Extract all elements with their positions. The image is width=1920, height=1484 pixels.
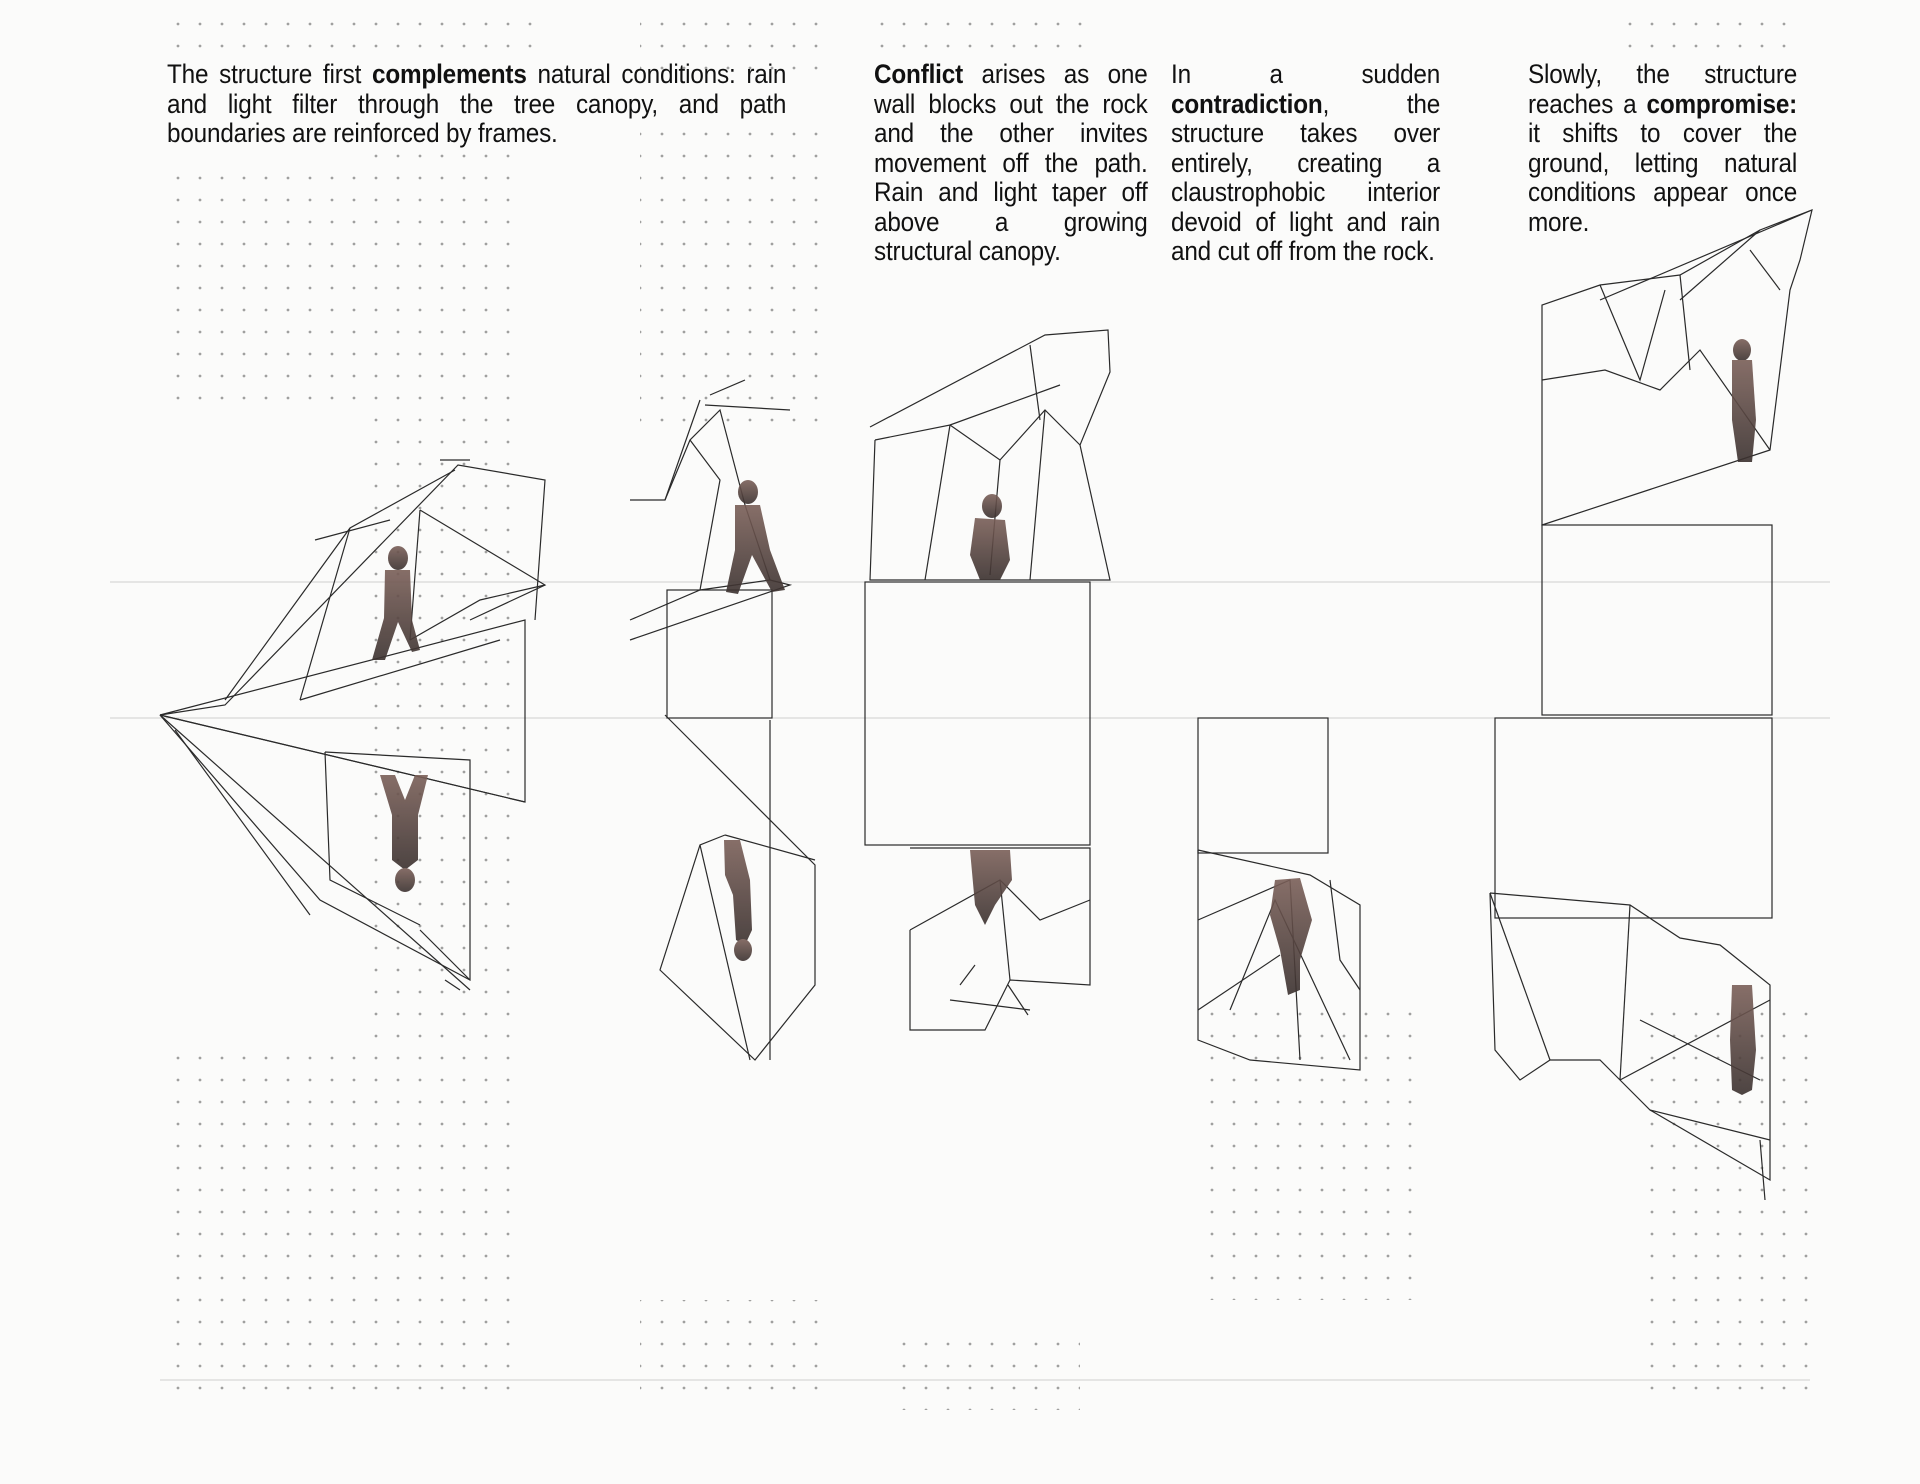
figure-reflected-2 [724,840,752,961]
figure-walking-2 [726,480,785,594]
human-figures [372,339,1756,1095]
keyword-complements: complements [371,59,527,89]
figure-crouching [970,494,1010,580]
caption-compromise: Slowly, the structure reaches a compromise: it shifts to cover the ground, letting natural conditions appear once more. [1528,59,1798,237]
keyword-contradiction: contradiction [1171,88,1323,119]
figure-standing-1 [1732,339,1756,462]
panel-conflict-large [865,330,1110,1030]
caption-conflict: Conflict arises as one wall blocks out the rock and the other invites movement off the path. Rain and light taper off above a growing structural canopy. [874,59,1148,266]
keyword-conflict: Conflict [874,59,964,89]
figure-standing-2 [1730,985,1756,1095]
caption-complement: The structure first complements natural conditions: rain and light filter through the tree canopy, and path boundaries are reinforced by frames. [167,59,787,148]
figure-contradiction [1270,878,1312,995]
caption-contradiction: In a sudden contradiction, the structure takes over entirely, creating a claustrophobic interior devoid of light and rain and cut off from the rock. [1171,59,1441,266]
panel-conflict-small [630,380,815,1060]
keyword-compromise: compromise: [1646,88,1798,119]
figure-reflected-3 [970,850,1012,925]
